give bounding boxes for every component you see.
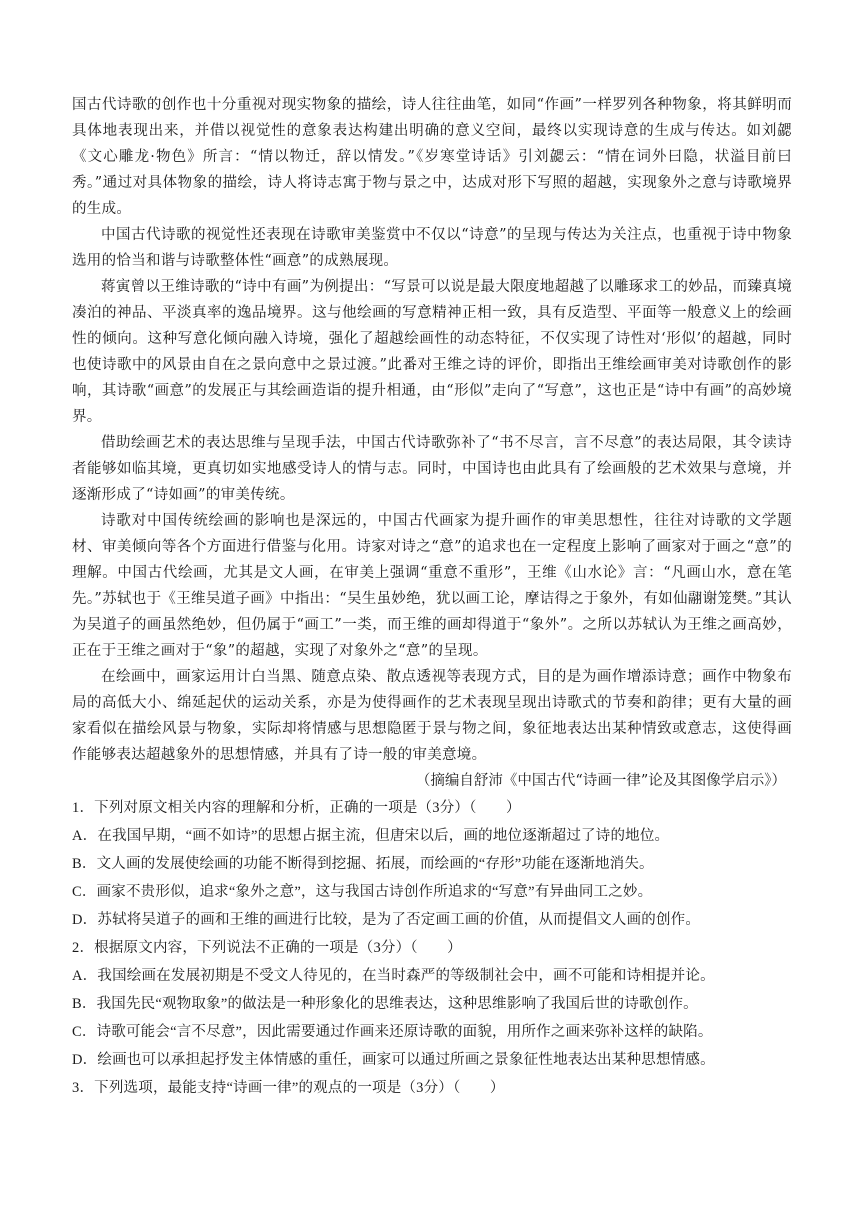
question-2-option-b[interactable]: [72, 990, 792, 1018]
question-2-option-d[interactable]: [72, 1046, 792, 1074]
option-label: B．: [72, 996, 97, 1012]
question-2-option-a[interactable]: [72, 962, 792, 990]
question-1-option-b[interactable]: [72, 850, 792, 878]
question-2: [72, 934, 792, 1074]
question-2-option-c[interactable]: [72, 1018, 792, 1046]
option-label: C．: [72, 1024, 97, 1040]
option-label: B．: [72, 856, 97, 872]
passage-paragraph-2: 中国古代诗歌的视觉性还表现在诗歌审美鉴赏中不仅以“诗意”的呈现与传达为关注点，也重视于诗中物象选用的恰当和谐与诗歌整体性“画意”的成熟展现。: [72, 227, 792, 269]
option-label: A．: [72, 828, 98, 844]
question-1-option-c[interactable]: [72, 878, 792, 906]
option-text: 绘画也可以承担起抒发主体情感的重任，画家可以通过所画之景象征性地表达出某种思想情感。: [97, 1052, 715, 1068]
passage-paragraph-4: 借助绘画艺术的表达思维与呈现手法，中国古代诗歌弥补了“书不尽言，言不尽意”的表达局限，其令读诗者能够如临其境，更真切如实地感受诗人的情与志。同时，中国诗也由此具有了绘画般的艺术效果与意境，并逐渐形成了“诗如画”的审美传统。: [72, 435, 792, 503]
option-text: 诗歌可能会“言不尽意”，因此需要通过作画来还原诗歌的面貌，用所作之画来弥补这样的缺陷。: [96, 1024, 713, 1040]
passage-paragraph-6: 在绘画中，画家运用计白当黑、随意点染、散点透视等表现方式，目的是为画作增添诗意；画作中物象布局的高低大小、绵延起伏的运动关系，亦是为使得画作的艺术表现呈现出诗歌式的节奏和韵律；更有大量的画家看似在描绘风景与物象，实际却将情感与思想隐匿于景与物之间，象征地表达出某种情致或意志，这使得画作能够表达超越象外的思想情感，并具有了诗一般的审美意境。: [72, 669, 792, 763]
option-text: 我国绘画在发展初期是不受文人待见的，在当时森严的等级制社会中，画不可能和诗相提并论。: [97, 968, 715, 984]
option-text: 苏轼将吴道子的画和王维的画进行比较，是为了否定画工画的价值，从而提倡文人画的创作。: [97, 912, 701, 928]
question-2-stem: 2．根据原文内容，下列说法不正确的一项是（3分）（ ）: [72, 940, 462, 956]
question-1-option-d[interactable]: [72, 906, 792, 934]
option-text: 在我国早期，“画不如诗”的思想占据主流，但唐宋以后，画的地位逐渐超过了诗的地位。: [97, 828, 670, 844]
passage-paragraph-5: 诗歌对中国传统绘画的影响也是深远的，中国古代画家为提升画作的审美思想性，往往对诗歌的文学题材、审美倾向等各个方面进行借鉴与化用。诗家对诗之“意”的追求也在一定程度上影响了画家对于画之“意”的理解。中国古代绘画，尤其是文人画，在审美上强调“重意不重形”，王维《山水论》言：“凡画山水，意在笔先。”苏轼也于《王维吴道子画》中指出：“吴生虽妙绝，犹以画工论，摩诘得之于象外，有如仙翮谢笼樊。”其认为吴道子的画虽然绝妙，但仍属于“画工”一类，而王维的画却得道于“象外”。之所以苏轼认为王维之画高妙，正在于王维之画对于“象”的超越，实现了对象外之“意”的呈现。: [72, 513, 792, 659]
option-label: D．: [72, 1052, 98, 1068]
passage-paragraph-3: 蒋寅曾以王维诗歌的“诗中有画”为例提出：“写景可以说是最大限度地超越了以雕琢求工的妙品，而臻真境凑泊的神品、平淡真率的逸品境界。这与他绘画的写意精神正相一致，具有反造型、平面等一般意义上的绘画性的倾向。这种写意化倾向融入诗境，强化了超越绘画性的动态特征，不仅实现了诗性对‘形似’的超越，同时也使诗歌中的风景由自在之景向意中之景过渡。”此番对王维之诗的评价，即指出王维绘画审美对诗歌创作的影响，其诗歌“画意”的发展正与其绘画造诣的提升相通，由“形似”走向了“写意”，这也正是“诗中有画”的高妙境界。: [72, 279, 792, 425]
option-text: 我国先民“观物取象”的做法是一种形象化的思维表达，这种思维影响了我国后世的诗歌创作。: [96, 996, 698, 1012]
option-label: A．: [72, 968, 98, 984]
option-label: D．: [72, 912, 98, 928]
question-1: [72, 794, 792, 934]
option-text: 文人画的发展使绘画的功能不断得到挖掘、拓展，而绘画的“存形”功能在逐渐地消失。: [96, 856, 654, 872]
question-3-stem: 3．下列选项，最能支持“诗画一律”的观点的一项是（3分）（ ）: [72, 1080, 505, 1096]
reading-passage: [72, 92, 792, 768]
option-text: 画家不贵形似，追求“象外之意”，这与我国古诗创作所追求的“写意”有异曲同工之妙。: [96, 884, 653, 900]
exam-page: [72, 92, 792, 1102]
option-label: C．: [72, 884, 97, 900]
question-1-option-a[interactable]: [72, 822, 792, 850]
passage-paragraph-1: 国古代诗歌的创作也十分重视对现实物象的描绘，诗人往往曲笔，如同“作画”一样罗列各种物象，将其鲜明而具体地表现出来，并借以视觉性的意象表达构建出明确的意义空间，最终以实现诗意的生成与传达。如刘勰《文心雕龙·物色》所言：“情以物迁，辞以情发。”《岁寒堂诗话》引刘勰云：“情在词外曰隐，状溢目前曰秀。”通过对具体物象的描绘，诗人将诗志寓于物与景之中，达成对形下写照的超越，实现象外之意与诗歌境界的生成。: [72, 97, 792, 217]
passage-source: （摘编自舒沛《中国古代“诗画一律”论及其图像学启示》）: [415, 773, 786, 789]
question-1-stem: 1．下列对原文相关内容的理解和分析，正确的一项是（3分）（ ）: [72, 800, 521, 816]
question-3: [72, 1074, 792, 1102]
